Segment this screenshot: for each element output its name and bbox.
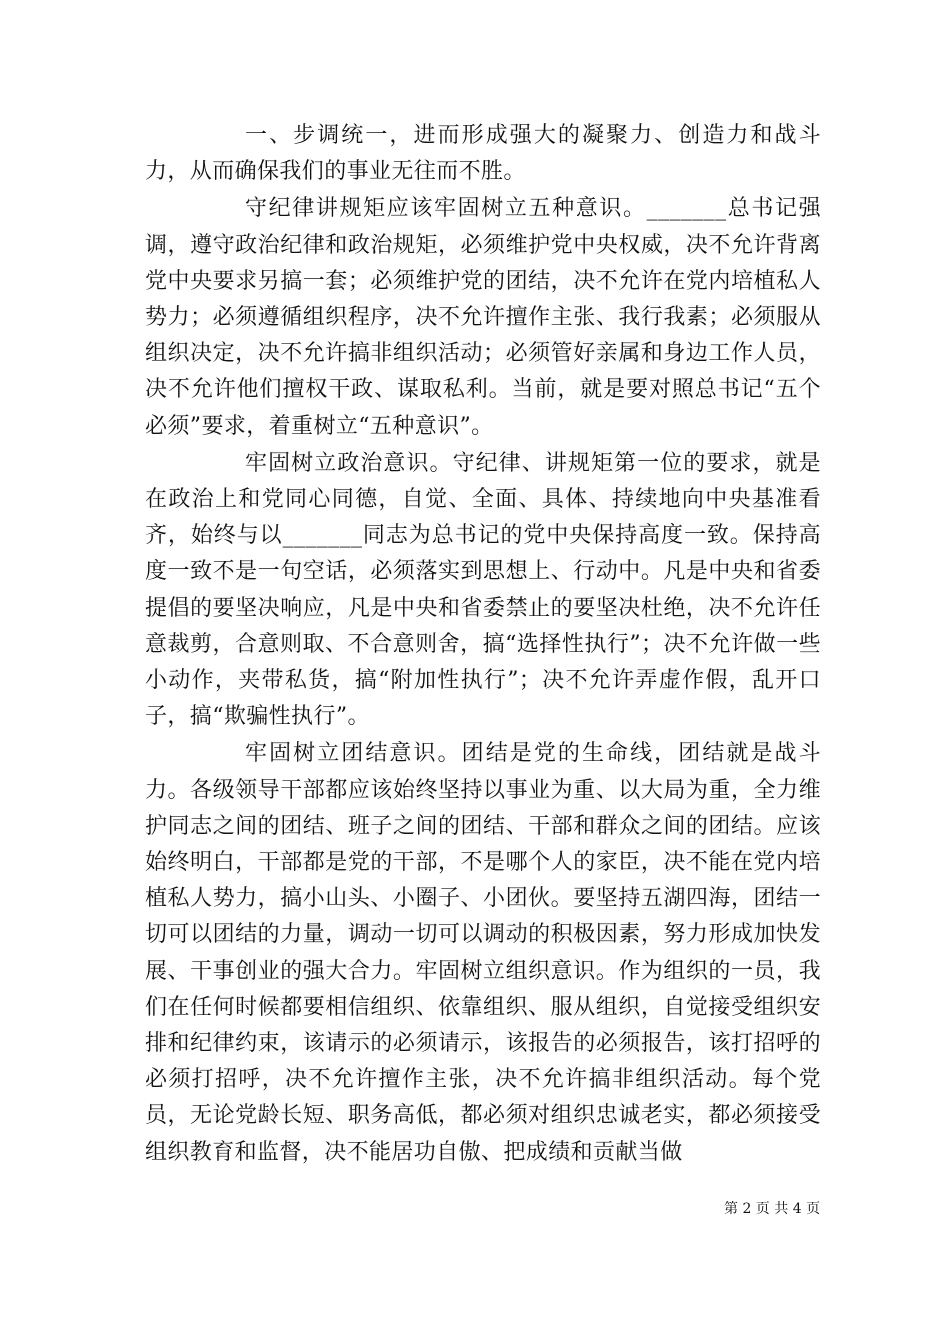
paragraph-1: 一、步调统一，进而形成强大的凝聚力、创造力和战斗力，从而确保我们的事业无往而不胜。 <box>145 123 821 185</box>
paragraph-2: 守纪律讲规矩应该牢固树立五种意识。_______总书记强调，遵守政治纪律和政治规矩，必须维护党中央权威，决不允许背离党中央要求另搞一套；必须维护党的团结，决不允许在党内培植私人势力；必须遵循组织程序，决不允许擅作主张、我行我素；必须服从组织决定，决不允许搞非组织活动；必须管好亲属和身边工作人员，决不允许他们擅权干政、谋取私利。当前，就是要对照总书记“五个必须”要求，着重树立“五种意识”。 <box>145 196 821 439</box>
document-body <box>145 118 821 1172</box>
paragraph-4: 牢固树立团结意识。团结是党的生命线，团结就是战斗力。各级领导干部都应该始终坚持以事业为重、以大局为重，全力维护同志之间的团结、班子之间的团结、干部和群众之间的团结。应该始终明白，干部都是党的干部，不是哪个人的家臣，决不能在党内培植私人势力，搞小山头、小圈子、小团伙。要坚持五湖四海，团结一切可以团结的力量，调动一切可以调动的积极因素，努力形成加快发展、干事创业的强大合力。牢固树立组织意识。作为组织的一员，我们在任何时候都要相信组织、依靠组织、服从组织，自觉接受组织安排和纪律约束，该请示的必须请示，该报告的必须报告，该打招呼的必须打招呼，决不允许擅作主张，决不允许搞非组织活动。每个党员，无论党龄长短、职务高低，都必须对组织忠诚老实，都必须接受组织教育和监督，决不能居功自傲、把成绩和贡献当做 <box>145 741 821 1165</box>
paragraph-3: 牢固树立政治意识。守纪律、讲规矩第一位的要求，就是在政治上和党同心同德，自觉、全面、具体、持续地向中央基准看齐，始终与以_______同志为总书记的党中央保持高度一致。保持高度一致不是一句空话，必须落实到思想上、行动中。凡是中央和省委提倡的要坚决响应，凡是中央和省委禁止的要坚决杜绝，决不允许任意裁剪，合意则取、不合意则舍，搞“选择性执行”；决不允许做一些小动作，夹带私货，搞“附加性执行”；决不允许弄虚作假，乱开口子，搞“欺骗性执行”。 <box>145 450 821 730</box>
page-number: 第 2 页 共 4 页 <box>724 1201 821 1217</box>
